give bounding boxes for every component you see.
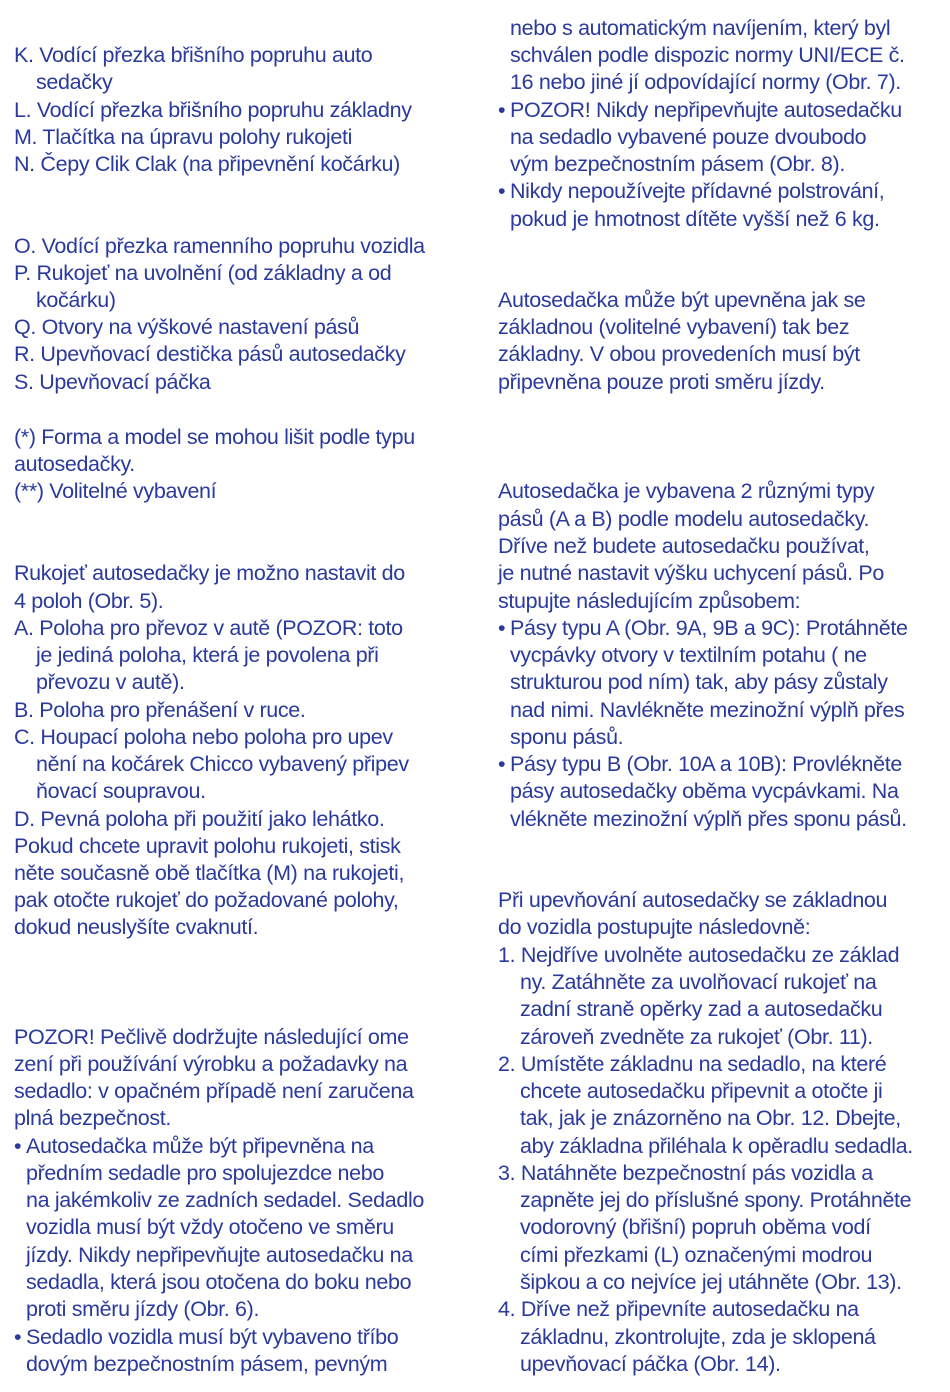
bullet-seat-belt-cont: 16 nebo jiné jí odpovídající normy (Obr. 7). [510,70,901,94]
step-2-cont: tak, jak je znázorněno na Obr. 12. Dbejte, [520,1106,901,1130]
bullet-seat-position-cont: předním sedadle pro spolujezdce nebo [26,1161,384,1185]
bullet-seat-position-cont: vozidla musí být vždy otočeno ve směru [26,1215,394,1239]
position-c: C. Houpací poloha nebo poloha pro upev [14,725,393,749]
bullet-seat-position-cont: jízdy. Nikdy nepřipevňujte autosedačku na [26,1243,413,1267]
bullet-belt-type-a-cont: sponu pásů. [510,725,624,749]
legend-k-cont: sedačky [36,70,113,94]
bullet-belt-type-b-cont: vlékněte mezinožní výplň přes sponu pásů. [510,807,907,831]
bullet-mark: • [498,179,506,203]
bullet-seat-belt: Sedadlo vozidla musí být vybaveno tříbo [26,1325,399,1349]
step-3-cont: vodorovný (břišní) popruh oběma vodí [520,1215,871,1239]
bullet-padding: Nikdy nepoužívejte přídavné polstrování, [510,179,885,203]
warning-intro-cont: plná bezpečnost. [14,1106,171,1130]
handle-adjust-cont: něte současně obě tlačítka (M) na rukojeti, [14,861,405,885]
bullet-seat-position: Autosedačka může být připevněna na [26,1134,374,1158]
handle-adjust-cont: dokud neuslyšíte cvaknutí. [14,915,259,939]
bullet-belt-type-a: Pásy typu A (Obr. 9A, 9B a 9C): Protáhněte [510,616,908,640]
base-install-intro: Při upevňování autosedačky se základnou [498,888,888,912]
warning-intro-cont: sedadlo: v opačném případě není zaručena [14,1079,414,1103]
bullet-belt-type-a-cont: nad nimi. Navlékněte mezinožní výplň přes [510,698,905,722]
step-1-cont: zároveň zvedněte za rukojeť (Obr. 11). [520,1025,873,1049]
position-c-cont: ňovací soupravou. [36,779,206,803]
position-c-cont: nění na kočárek Chicco vybavený připev [36,752,409,776]
position-a: A. Poloha pro převoz v autě (POZOR: toto [14,616,403,640]
step-3-cont: cími přezkami (L) označenými modrou [520,1243,873,1267]
belt-types-intro-cont: Dříve než budete autosedačku používat, [498,534,870,558]
step-1-cont: ny. Zatáhněte za uvolňovací rukojeť na [520,970,877,994]
step-3: 3. Natáhněte bezpečnostní pás vozidla a [498,1161,873,1185]
belt-types-intro: Autosedačka je vybavena 2 různými typy [498,479,875,503]
step-4-cont: základnu, zkontrolujte, zda je sklopená [520,1325,876,1349]
warning-intro-cont: zení při používání výrobku a požadavky na [14,1052,408,1076]
legend-s: S. Upevňovací páčka [14,370,211,394]
bullet-two-point-belt-cont: na sedadlo vybavené pouze dvoubodo [510,125,867,149]
handle-adjust: Pokud chcete upravit polohu rukojeti, stisk [14,834,401,858]
bullet-seat-belt-cont: schválen podle dispozic normy UNI/ECE č. [510,43,905,67]
legend-r: R. Upevňovací destička pásů autosedačky [14,342,406,366]
handle-intro-cont: 4 poloh (Obr. 5). [14,589,164,613]
base-mounting-text-cont: základnou (volitelné vybavení) tak bez [498,315,850,339]
legend-k: K. Vodící přezka břišního popruhu auto [14,43,373,67]
position-b: B. Poloha pro přenášení v ruce. [14,698,306,722]
position-a-cont: převozu v autě). [36,670,185,694]
position-a-cont: je jediná poloha, která je povolena při [36,643,379,667]
legend-q: Q. Otvory na výškové nastavení pásů [14,315,360,339]
bullet-mark: • [498,98,506,122]
base-mounting-text-cont: připevněna pouze proti směru jízdy. [498,370,825,394]
bullet-belt-type-a-cont: strukturou pod ním) tak, aby pásy zůstaly [510,670,888,694]
bullet-mark: • [14,1325,22,1349]
legend-n: N. Čepy Clik Clak (na připevnění kočárku) [14,152,400,176]
footnote-form: (*) Forma a model se mohou lišit podle typu [14,425,415,449]
step-2-cont: aby základna přiléhala k opěradlu sedadla. [520,1134,913,1158]
belt-types-intro-cont: stupujte následujícím způsobem: [498,589,801,613]
bullet-seat-position-cont: proti směru jízdy (Obr. 6). [26,1297,260,1321]
handle-adjust-cont: pak otočte rukojeť do požadované polohy, [14,888,399,912]
position-d: D. Pevná poloha při použití jako lehátko. [14,807,385,831]
belt-types-intro-cont: je nutné nastavit výšku uchycení pásů. Po [498,561,885,585]
warning-intro: POZOR! Pečlivě dodržujte následující ome [14,1025,409,1049]
bullet-mark: • [498,616,506,640]
bullet-mark: • [14,1134,22,1158]
footnote-form-cont: autosedačky. [14,452,135,476]
footnote-optional: (**) Volitelné vybavení [14,479,217,503]
bullet-seat-belt-cont: nebo s automatickým navíjením, který byl [510,16,891,40]
legend-p: P. Rukojeť na uvolnění (od základny a od [14,261,392,285]
handle-intro: Rukojeť autosedačky je možno nastavit do [14,561,405,585]
bullet-two-point-belt-cont: vým bezpečnostním pásem (Obr. 8). [510,152,845,176]
bullet-belt-type-b: Pásy typu B (Obr. 10A a 10B): Provlékněte [510,752,902,776]
bullet-seat-position-cont: sedadla, která jsou otočena do boku nebo [26,1270,412,1294]
step-4: 4. Dříve než připevníte autosedačku na [498,1297,859,1321]
step-2-cont: chcete autosedačku připevnit a otočte ji [520,1079,883,1103]
bullet-seat-position-cont: na jakémkoliv ze zadních sedadel. Sedadlo [26,1188,424,1212]
bullet-belt-type-a-cont: vycpávky otvory v textilním potahu ( ne [510,643,867,667]
step-2: 2. Umístěte základnu na sedadlo, na které [498,1052,887,1076]
step-1-cont: zadní straně opěrky zad a autosedačku [520,997,883,1021]
legend-m: M. Tlačítka na úpravu polohy rukojeti [14,125,353,149]
base-mounting-text: Autosedačka může být upevněna jak se [498,288,866,312]
bullet-padding-cont: pokud je hmotnost dítěte vyšší než 6 kg. [510,207,880,231]
legend-l: L. Vodící přezka břišního popruhu základny [14,98,412,122]
legend-p-cont: kočárku) [36,288,116,312]
bullet-belt-type-b-cont: pásy autosedačky oběma vycpávkami. Na [510,779,899,803]
step-3-cont: šipkou a co nejvíce jej utáhněte (Obr. 13). [520,1270,902,1294]
bullet-seat-belt-cont: dovým bezpečnostním pásem, pevným [26,1352,388,1376]
legend-o: O. Vodící přezka ramenního popruhu vozidla [14,234,425,258]
step-1: 1. Nejdříve uvolněte autosedačku ze základ [498,943,900,967]
step-3-cont: zapněte jej do příslušné spony. Protáhněte [520,1188,912,1212]
base-install-intro-cont: do vozidla postupujte následovně: [498,915,811,939]
bullet-mark: • [498,752,506,776]
base-mounting-text-cont: základny. V obou provedeních musí být [498,342,860,366]
step-4-cont: upevňovací páčka (Obr. 14). [520,1352,781,1376]
bullet-two-point-belt: POZOR! Nikdy nepřipevňujte autosedačku [510,98,902,122]
belt-types-intro-cont: pásů (A a B) podle modelu autosedačky. [498,507,870,531]
